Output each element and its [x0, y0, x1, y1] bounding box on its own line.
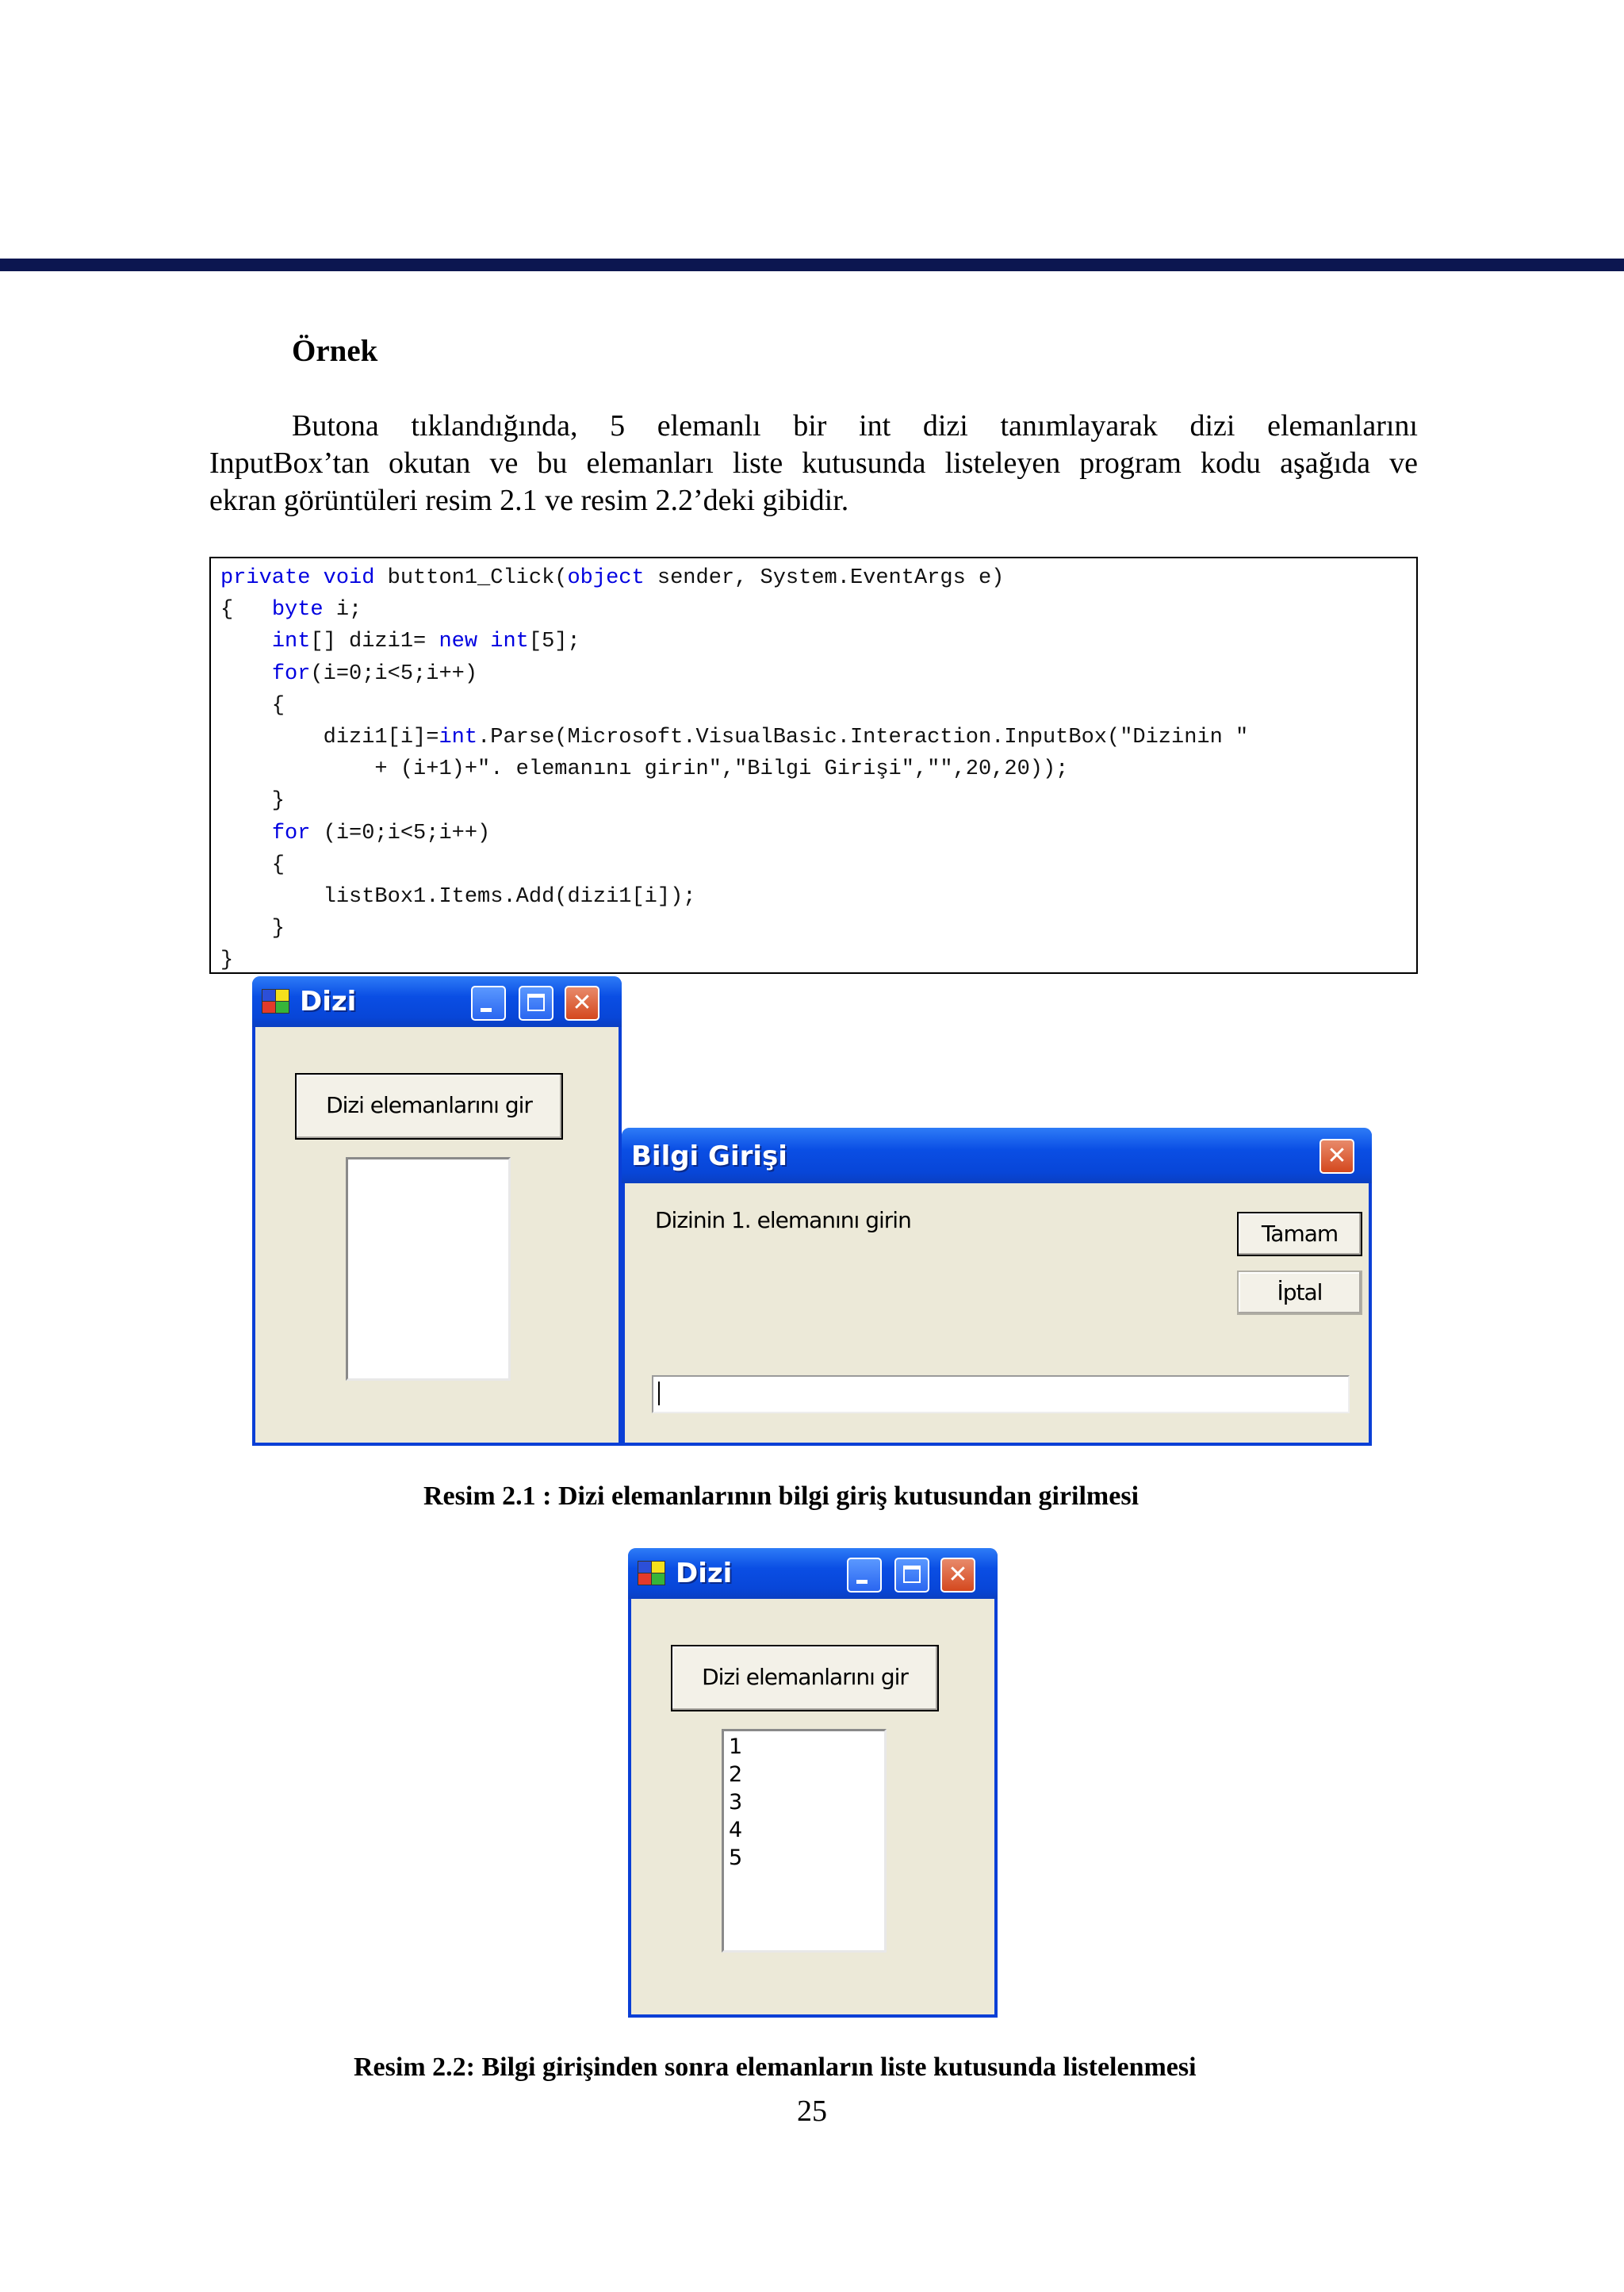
app-icon	[638, 1561, 666, 1586]
enter-elements-button[interactable]: Dizi elemanlarını gir	[295, 1073, 563, 1140]
ok-button[interactable]: Tamam	[1237, 1212, 1362, 1256]
minimize-icon	[856, 1580, 868, 1584]
list-item[interactable]: 1	[729, 1734, 743, 1759]
list-box[interactable]	[346, 1157, 511, 1381]
code-line: { byte i;	[220, 598, 362, 623]
close-icon: ✕	[572, 989, 592, 1017]
dialog-title: Bilgi Girişi	[631, 1140, 787, 1172]
code-line: }	[220, 949, 234, 973]
title-bar[interactable]	[622, 1128, 1372, 1183]
code-line: {	[220, 693, 285, 718]
cancel-button[interactable]: İptal	[1237, 1271, 1362, 1315]
code-line: listBox1.Items.Add(dizi1[i]);	[220, 885, 696, 909]
enter-elements-button[interactable]: Dizi elemanlarını gir	[671, 1645, 939, 1711]
list-box[interactable]	[722, 1729, 887, 1953]
text-caret	[658, 1382, 660, 1405]
prompt-text: Dizinin 1. elemanını girin	[655, 1207, 911, 1233]
code-line: + (i+1)+". elemanını girin","Bilgi Girişi","",20,20));	[220, 757, 1069, 782]
input-dialog	[622, 1128, 1372, 1446]
code-line: private void button1_Click(object sender, System.EventArgs e)	[220, 566, 1005, 590]
code-line: }	[220, 789, 285, 814]
list-item[interactable]: 4	[729, 1818, 743, 1842]
paragraph-line: ekran görüntüleri resim 2.1 ve resim 2.2’deki gibidir.	[209, 484, 849, 517]
top-rule	[0, 259, 1624, 271]
app-icon	[262, 989, 290, 1014]
paragraph-line: Butona tıklandığında, 5 elemanlı bir int dizi tanımlayarak dizi elemanlarını	[292, 409, 1418, 443]
dizi-window	[252, 976, 622, 1446]
maximize-button[interactable]	[519, 986, 553, 1021]
paragraph-line: InputBox’tan okutan ve bu elemanları liste kutusunda listeleyen program kodu aşağıda ve	[209, 447, 1418, 480]
title-bar[interactable]	[628, 1548, 998, 1599]
figure-caption: Resim 2.2: Bilgi girişinden sonra elemanların liste kutusunda listelenmesi	[354, 2052, 1197, 2082]
code-line: int[] dizi1= new int[5];	[271, 630, 580, 654]
title-bar[interactable]	[252, 976, 622, 1027]
close-button[interactable]	[565, 986, 599, 1021]
minimize-button[interactable]	[471, 986, 506, 1021]
window-title: Dizi	[300, 986, 357, 1018]
dizi-window-result	[628, 1548, 998, 2018]
list-item[interactable]: 3	[729, 1790, 743, 1815]
maximize-icon	[903, 1566, 921, 1583]
minimize-icon	[481, 1008, 492, 1012]
figure-caption: Resim 2.1 : Dizi elemanlarının bilgi giriş kutusundan girilmesi	[423, 1481, 1139, 1511]
minimize-button[interactable]	[847, 1558, 882, 1593]
code-line: dizi1[i]=int.Parse(Microsoft.VisualBasic.Interaction.InputBox("Dizinin "	[220, 726, 1249, 749]
section-heading: Örnek	[292, 334, 378, 368]
intro-paragraph	[209, 408, 1418, 519]
code-line: {	[220, 853, 285, 877]
maximize-button[interactable]	[894, 1558, 929, 1593]
close-icon: ✕	[1327, 1142, 1347, 1170]
code-listing	[209, 557, 1418, 974]
list-item[interactable]: 5	[729, 1845, 743, 1870]
window-title: Dizi	[676, 1558, 733, 1589]
page-number: 25	[797, 2095, 827, 2128]
code-line: for(i=0;i<5;i++)	[271, 661, 478, 686]
value-input[interactable]	[652, 1375, 1350, 1413]
close-button[interactable]	[1320, 1139, 1354, 1174]
maximize-icon	[527, 994, 545, 1011]
code-line: }	[220, 917, 285, 941]
code-line: for (i=0;i<5;i++)	[271, 821, 491, 845]
list-item[interactable]: 2	[729, 1762, 743, 1787]
close-icon: ✕	[948, 1561, 968, 1589]
close-button[interactable]	[940, 1558, 975, 1593]
